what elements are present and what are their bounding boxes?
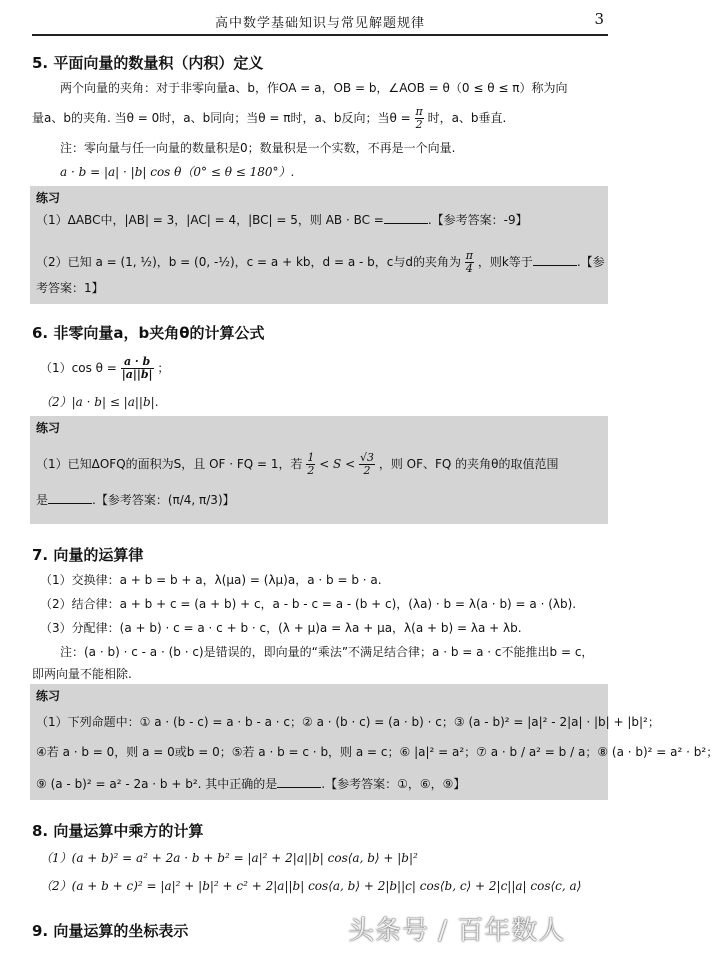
practice-2-question-1-cont: 是 .【参考答案：(π/4, π/3)】 <box>36 493 235 507</box>
practice-1-question-1: （1）ΔABC中，|AB| = 3，|AC| = 4，|BC| = 5，则 AB · BC = .【参考答案：-9】 <box>36 213 528 227</box>
s5-p2-fraction: $\frac{\pi}{2}$ <box>415 105 423 131</box>
s5-note: 注：零向量与任一向量的数量积是0；数量积是一个实数，不再是一个向量. <box>60 141 456 155</box>
answer-blank <box>533 265 577 266</box>
s7-note-line-1: 注：(a · b) · c - a · (b · c)是错误的，即向量的“乘法”不满足结合律；a · b = a · c不能推出b = c， <box>60 645 594 659</box>
header-title: 高中数学基础知识与常见解题规律 <box>214 16 425 31</box>
practice-box-2 <box>30 416 608 524</box>
practice-label: 练习 <box>36 689 61 703</box>
s5-paragraph-line-2 <box>32 106 506 131</box>
practice-label: 练习 <box>36 191 61 205</box>
lower-bound-fraction: $\frac{1}{2}$ <box>307 451 315 477</box>
header-rule <box>32 34 608 36</box>
s8-formula-2: （2）(a + b + c)² = |a|² + |b|² + c² + 2|a||b| cos⟨a, b⟩ + 2|b||c| cos⟨b, c⟩ + 2|c||a| cos⟨c, a⟩ <box>40 879 582 893</box>
s5-p2-text: 量a、b的夹角. 当θ = 0时，a、b同向；当θ = π时，a、b反向；当θ = <box>32 111 411 125</box>
s8-formula-1: （1）(a + b)² = a² + 2a · b + b² = |a|² + 2|a||b| cos⟨a, b⟩ + |b|² <box>40 851 418 865</box>
page-number: 3 <box>594 10 604 28</box>
practice-1-question-2-cont: 考答案：1】 <box>36 281 104 295</box>
upper-bound-fraction: $\frac{√3}{2}$ <box>359 451 374 477</box>
q2-angle-fraction: $\frac{\pi}{4}$ <box>465 249 474 275</box>
s6-formula-1: （1）cos θ = $\frac{a \cdot b}{|a||b|}$ ； <box>40 355 170 381</box>
section-5-heading: 5. 平面向量的数量积（内积）定义 <box>32 54 264 72</box>
answer-blank <box>384 223 428 224</box>
s7-associative-law: （2）结合律：a + b + c = (a + b) + c，a - b - c = a - (b + c)，(λa) · b = λ(a · b) = a · (λb). <box>40 597 577 611</box>
s5-p2-text-end: 时，a、b垂直. <box>427 111 507 125</box>
practice-box-3 <box>30 684 718 800</box>
s5-formula: a · b = |a| · |b| cos θ（0° ≤ θ ≤ 180°）. <box>60 165 295 179</box>
section-8-heading: 8. 向量运算中乘方的计算 <box>32 822 204 840</box>
practice-3-line-1: （1）下列命题中：① a · (b - c) = a · b - a · c；② a · (b · c) = (a · b) · c；③ (a - b)² = |a|² - 2|a| · |b| + |b|²； <box>36 715 660 729</box>
answer-blank <box>48 503 92 504</box>
practice-2-question-1: （1）已知ΔOFQ的面积为S，且 OF · FQ = 1，若 $\frac{1}{2}$ < S < $\frac{√3}{2}$ ，则 OF、FQ 的夹角θ的取值范围 <box>36 451 559 477</box>
practice-label: 练习 <box>36 421 61 435</box>
practice-box-1 <box>30 186 608 304</box>
s7-distributive-law: （3）分配律：(a + b) · c = a · c + b · c，(λ + μ)a = λa + μa，λ(a + b) = λa + λb. <box>40 621 522 635</box>
s7-note-line-2: 即两向量不能相除. <box>32 667 132 681</box>
s6-formula-2: （2）|a · b| ≤ |a||b|. <box>40 395 159 409</box>
watermark: 头条号 / 百年数人 <box>348 916 566 946</box>
page-header <box>32 6 608 32</box>
practice-1-question-2: （2）已知 a = (1, ½)，b = (0, -½)，c = a + kb，d = a - b，c与d的夹角为 $\frac{\pi}{4}$ ，则k等于 .【参 <box>36 249 605 275</box>
section-9-heading: 9. 向量运算的坐标表示 <box>32 922 189 940</box>
practice-3-line-3: ⑨ (a - b)² = a² - 2a · b + b². 其中正确的是 .【参考答案：①，⑥，⑨】 <box>36 777 466 791</box>
section-7-heading: 7. 向量的运算律 <box>32 546 144 564</box>
answer-blank <box>277 787 321 788</box>
practice-3-line-2: ④若 a · b = 0，则 a = 0或b = 0；⑤若 a · b = c · b，则 a = c；⑥ |a|² = a²；⑦ a · b / a² = b / a；⑧ (a · b)² = a² · b²； <box>36 745 718 759</box>
section-6-heading: 6. 非零向量a，b夹角θ的计算公式 <box>32 324 265 342</box>
s7-commutative-law: （1）交换律：a + b = b + a，λ(μa) = (λμ)a，a · b = b · a. <box>40 573 382 587</box>
s5-paragraph-line-1: 两个向量的夹角：对于非零向量a、b，作OA = a，OB = b，∠AOB = θ（0 ≤ θ ≤ π）称为向 <box>60 81 568 95</box>
cos-fraction: $\frac{a \cdot b}{|a||b|}$ <box>121 355 153 381</box>
